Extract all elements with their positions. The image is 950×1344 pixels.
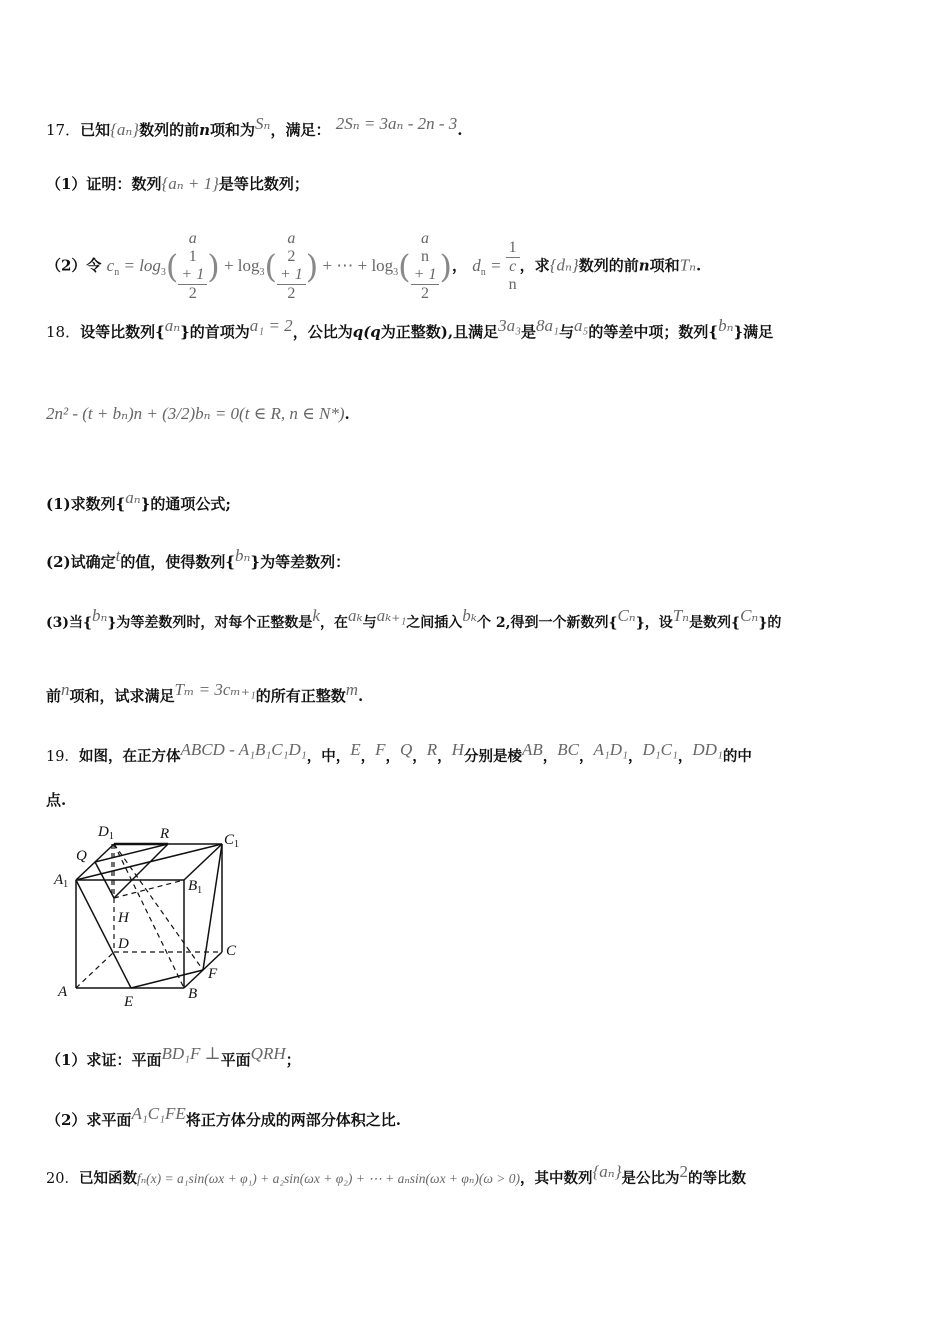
line-c1f <box>203 844 222 970</box>
cn-formula: $c_n = \log_3$ <box>106 255 166 278</box>
q19-part1: （1）求证：平面BD₁F ⊥平面QRH； <box>46 1044 301 1069</box>
label-E: E <box>124 994 134 1010</box>
label-H: H <box>118 910 129 926</box>
q19-number: 19． <box>46 749 79 765</box>
cube-figure <box>46 818 256 1014</box>
q18-equation: 2n² - (t + bₙ)n + (3/2)bₙ = 0(t ∈ R, n ∈ N*). <box>46 404 350 423</box>
line-hb1 <box>114 880 184 898</box>
line-hr <box>114 844 168 898</box>
q20-function: fₙ(x) = a₁sin(ωx + φ₁) + a₂sin(ωx + φ₂) + ⋯ + aₙsin(ωx + φₙ)(ω > 0) <box>136 1171 520 1186</box>
label-C: C <box>226 943 237 959</box>
line-a1e <box>76 880 131 988</box>
q18-stem: 18．设等比数列{aₙ}的首项为a₁ = 2，公比为q(q为正整数),且满足3a₃是8a₁与a₅的等差中项；数列{bₙ}满足 <box>46 316 774 341</box>
label-D1: $D_1$ <box>98 824 114 842</box>
q17-formula: 2Sₙ = 3aₙ - 2n - 3 <box>335 114 458 133</box>
q20-stem: 20．已知函数fₙ(x) = a₁sin(ωx + φ₁) + a₂sin(ωx + φ₂) + ⋯ + aₙsin(ωx + φₙ)(ω > 0)，其中数列{aₙ}是公比为2的等比数 <box>46 1162 746 1187</box>
q19-stem: 19．如图，在正方体ABCD - A₁B₁C₁D₁，中，E，F，Q，R，H分别是棱AB，BC，A₁D₁，D₁C₁，DD₁的中 <box>46 740 752 765</box>
q17-part2: （2）令 $c_n = \log_3$( a 1 + 1 2 ) + $\log_3$( a 2 + 1 2 ) + ⋯ + $\log_3$( a n + 1 2 )， $d_n$ = 1 c n ，求{dₙ}数列的前n项和Tₙ. <box>46 230 702 302</box>
q19-part2: （2）求平面A₁C₁FE将正方体分成的两部分体积之比. <box>46 1104 401 1129</box>
q18-part2: (2)试确定t的值，使得数列{bₙ}为等差数列： <box>46 546 351 571</box>
q19-stem-end: 点. <box>46 791 67 809</box>
label-B: B <box>188 986 198 1002</box>
q20-number: 20． <box>46 1171 79 1187</box>
q18-part3-line2: 前n项和，试求满足Tₘ = 3cₘ₊₁的所有正整数m. <box>46 680 364 705</box>
q17-part1: （1）证明：数列{aₙ + 1}是等比数列； <box>46 174 309 193</box>
label-A: A <box>58 984 68 1000</box>
edge-ad <box>76 952 114 988</box>
dn-formula: $d_n$ = <box>472 255 506 278</box>
q18-part3: (3)当{bₙ}为等差数列时，对每个正整数是k，在aₖ与aₖ₊₁之间插入bₖ个 2,得到一个新数列{Cₙ}，设Tₙ是数列{Cₙ}的 <box>46 606 782 631</box>
label-B1: $B_1$ <box>188 878 203 896</box>
label-F: F <box>208 966 218 982</box>
q17-stem: 17．已知{aₙ}数列的前n项和为Sₙ，满足： 2Sₙ = 3aₙ - 2n - 3. <box>46 114 463 139</box>
label-D: D <box>118 936 129 952</box>
label-A1: $A_1$ <box>54 872 69 890</box>
label-Q: Q <box>76 848 87 864</box>
q17-number: 17． <box>46 121 81 139</box>
label-R: R <box>160 826 170 842</box>
q18-part1: (1)求数列{aₙ}的通项公式; <box>46 488 231 513</box>
label-C1: $C_1$ <box>224 832 240 850</box>
q18-number: 18． <box>46 323 81 341</box>
